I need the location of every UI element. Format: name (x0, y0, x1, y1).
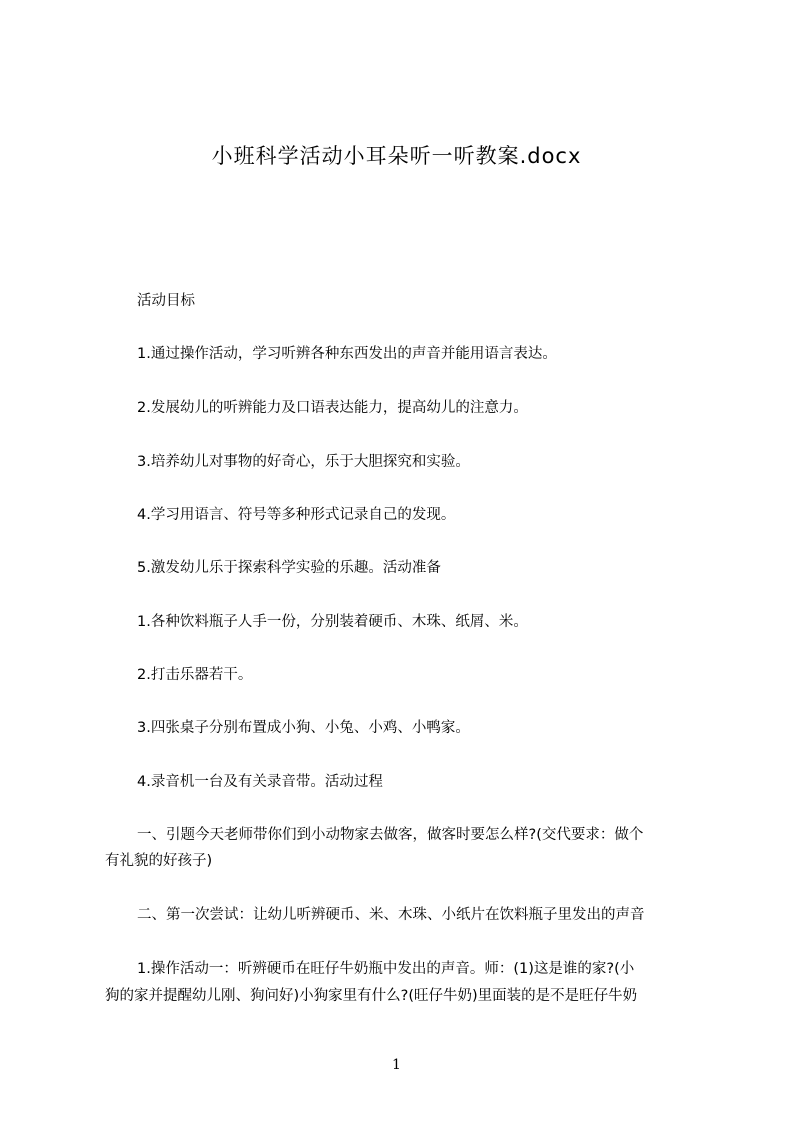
activity-paragraph-line-1: 1.操作活动一：听辨硬币在旺仔牛奶瓶中发出的声音。师：(1)这是谁的家?(小 (137, 961, 635, 977)
page-number: 1 (392, 1057, 401, 1073)
document-title: 小班科学活动小耳朵听一听教案.docx (211, 144, 582, 168)
objective-item-2: 2.发展幼儿的听辨能力及口语表达能力，提高幼儿的注意力。 (137, 400, 528, 416)
process-paragraph-2: 二、第一次尝试：让幼儿听辨硬币、米、木珠、小纸片在饮料瓶子里发出的声音 (137, 907, 645, 923)
objective-item-1: 1.通过操作活动，学习听辨各种东西发出的声音并能用语言表达。 (137, 346, 557, 362)
objective-item-4: 4.学习用语言、符号等多种形式记录自己的发现。 (137, 507, 456, 523)
objective-item-5: 5.激发幼儿乐于探索科学实验的乐趣。活动准备 (137, 560, 441, 576)
objective-item-3: 3.培养幼儿对事物的好奇心，乐于大胆探究和实验。 (137, 454, 470, 470)
activity-paragraph-line-2: 狗的家并提醒幼儿刚、狗问好)小狗家里有什么?(旺仔牛奶)里面装的是不是旺仔牛奶 (105, 988, 638, 1004)
preparation-item-2: 2.打击乐器若干。 (137, 667, 253, 683)
preparation-item-4: 4.录音机一台及有关录音带。活动过程 (137, 774, 383, 790)
process-paragraph-1-line-1: 一、引题今天老师带你们到小动物家去做客，做客时要怎么样?(交代要求：做个 (137, 827, 644, 843)
objective-heading: 活动目标 (137, 293, 195, 309)
process-paragraph-1-line-2: 有礼貌的好孩子) (105, 853, 213, 869)
preparation-item-3: 3.四张桌子分别布置成小狗、小兔、小鸡、小鸭家。 (137, 720, 470, 736)
preparation-item-1: 1.各种饮料瓶子人手一份，分别装着硬币、木珠、纸屑、米。 (137, 614, 528, 630)
